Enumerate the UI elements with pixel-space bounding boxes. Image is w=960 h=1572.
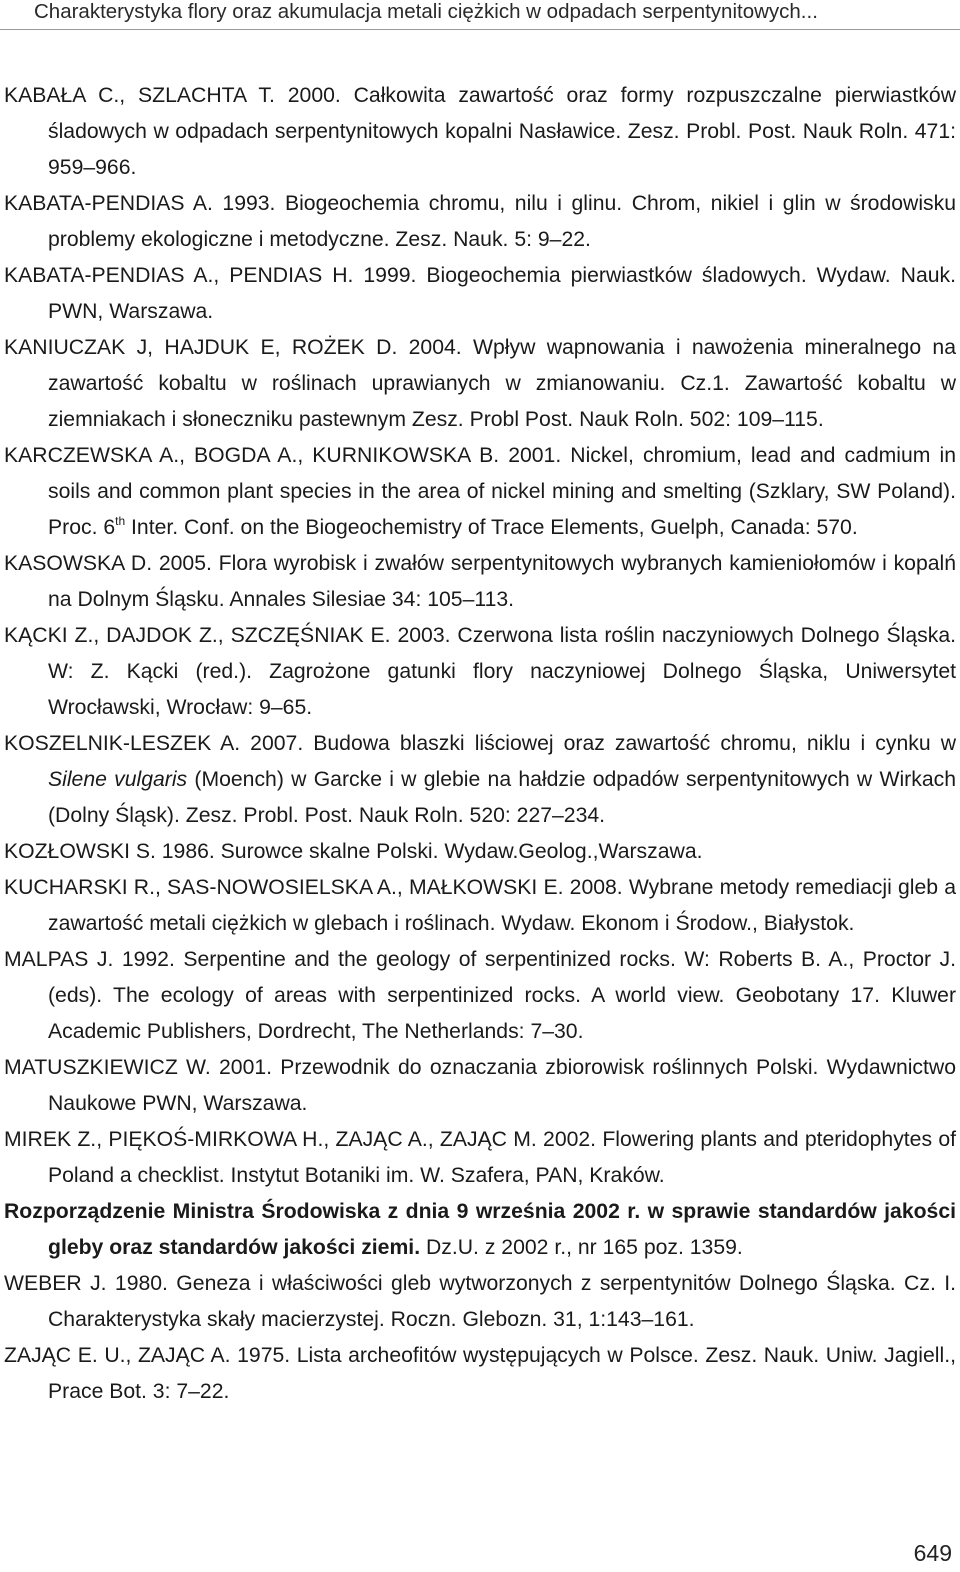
- page-number: 649: [913, 1540, 952, 1566]
- reference-entry: MALPAS J. 1992. Serpentine and the geology of serpentinized rocks. W: Roberts B. A., Proctor J. (eds). The ecology of areas with serpentinized rocks. A world view. Geobotany 17. Kluwer Academic Publishers, Dordrecht, The Netherlands: 7–30.: [4, 948, 956, 1043]
- reference-text: KOSZELNIK-LESZEK A. 2007. Budowa blaszki liściowej oraz zawartość chromu, niklu i cynku w: [4, 732, 956, 755]
- superscript-ordinal: th: [115, 514, 126, 528]
- reference-text: Dz.U. z 2002 r., nr 165 poz. 1359.: [420, 1236, 743, 1259]
- reference-list: [4, 78, 956, 1410]
- regulation-title: Rozporządzenie Ministra Środowiska z dnia 9 września 2002 r. w sprawie standardów jakości gleby oraz standardów jakości ziemi.: [4, 1200, 956, 1259]
- reference-entry: KABATA-PENDIAS A. 1993. Biogeochemia chromu, nilu i glinu. Chrom, nikiel i glin w środowisku problemy ekologiczne i metodyczne. Zesz. Nauk. 5: 9–22.: [4, 192, 956, 251]
- species-name: Silene vulgaris: [48, 768, 188, 791]
- reference-entry: KOZŁOWSKI S. 1986. Surowce skalne Polski. Wydaw.Geolog.,Warszawa.: [4, 840, 703, 863]
- reference-entry: KASOWSKA D. 2005. Flora wyrobisk i zwałów serpentynitowych wybranych kamieniołomów i kopalń na Dolnym Śląsku. Annales Silesiae 34: 105–113.: [4, 552, 956, 611]
- reference-entry: ZAJĄC E. U., ZAJĄC A. 1975. Lista archeofitów występujących w Polsce. Zesz. Nauk. Uniw. Jagiell., Prace Bot. 3: 7–22.: [4, 1344, 956, 1403]
- reference-entry: [4, 438, 956, 546]
- reference-entry: KABATA-PENDIAS A., PENDIAS H. 1999. Biogeochemia pierwiastków śladowych. Wydaw. Nauk. PWN, Warszawa.: [4, 264, 956, 323]
- reference-text: (Moench) w Garcke i w glebie na hałdzie odpadów serpentynitowych w Wirkach (Dolny Śląsk). Zesz. Probl. Post. Nauk Roln. 520: 227–234.: [48, 768, 956, 827]
- reference-entry: [4, 726, 956, 834]
- reference-entry: KĄCKI Z., DAJDOK Z., SZCZĘŚNIAK E. 2003. Czerwona lista roślin naczyniowych Dolnego Śląska. W: Z. Kącki (red.). Zagrożone gatunki flory naczyniowej Dolnego Śląska, Uniwersytet Wrocławski, Wrocław: 9–65.: [4, 624, 956, 719]
- reference-text: Inter. Conf. on the Biogeochemistry of Trace Elements, Guelph, Canada: 570.: [125, 516, 858, 539]
- reference-text: KARCZEWSKA A., BOGDA A., KURNIKOWSKA B. 2001. Nickel, chromium, lead and cadmium in soils and common plant species in the area of nickel mining and smelting (Szklary, SW Poland). Proc. 6: [4, 444, 956, 539]
- header-rule: [0, 29, 960, 30]
- running-header: Charakterystyka flory oraz akumulacja metali ciężkich w odpadach serpentynitowych...: [34, 0, 818, 23]
- reference-entry: WEBER J. 1980. Geneza i właściwości gleb wytworzonych z serpentynitów Dolnego Śląska. Cz. I. Charakterystyka skały macierzystej. Roczn. Glebozn. 31, 1:143–161.: [4, 1272, 956, 1331]
- reference-entry: KABAŁA C., SZLACHTA T. 2000. Całkowita zawartość oraz formy rozpuszczalne pierwiastków śladowych w odpadach serpentynitowych kopalni Nasławice. Zesz. Probl. Post. Nauk Roln. 471: 959–966.: [4, 84, 956, 179]
- reference-entry: [4, 1194, 956, 1266]
- reference-entry: MIREK Z., PIĘKOŚ-MIRKOWA H., ZAJĄC A., ZAJĄC M. 2002. Flowering plants and pteridophytes of Poland a checklist. Instytut Botaniki im. W. Szafera, PAN, Kraków.: [4, 1128, 956, 1187]
- reference-entry: MATUSZKIEWICZ W. 2001. Przewodnik do oznaczania zbiorowisk roślinnych Polski. Wydawnictwo Naukowe PWN, Warszawa.: [4, 1056, 956, 1115]
- reference-entry: KANIUCZAK J, HAJDUK E, ROŻEK D. 2004. Wpływ wapnowania i nawożenia mineralnego na zawartość kobaltu w roślinach uprawianych w zmianowaniu. Cz.1. Zawartość kobaltu w ziemniakach i słoneczniku pastewnym Zesz. Probl Post. Nauk Roln. 502: 109–115.: [4, 336, 956, 431]
- reference-entry: KUCHARSKI R., SAS-NOWOSIELSKA A., MAŁKOWSKI E. 2008. Wybrane metody remediacji gleb a zawartość metali ciężkich w glebach i roślinach. Wydaw. Ekonom i Środow., Białystok.: [4, 876, 956, 935]
